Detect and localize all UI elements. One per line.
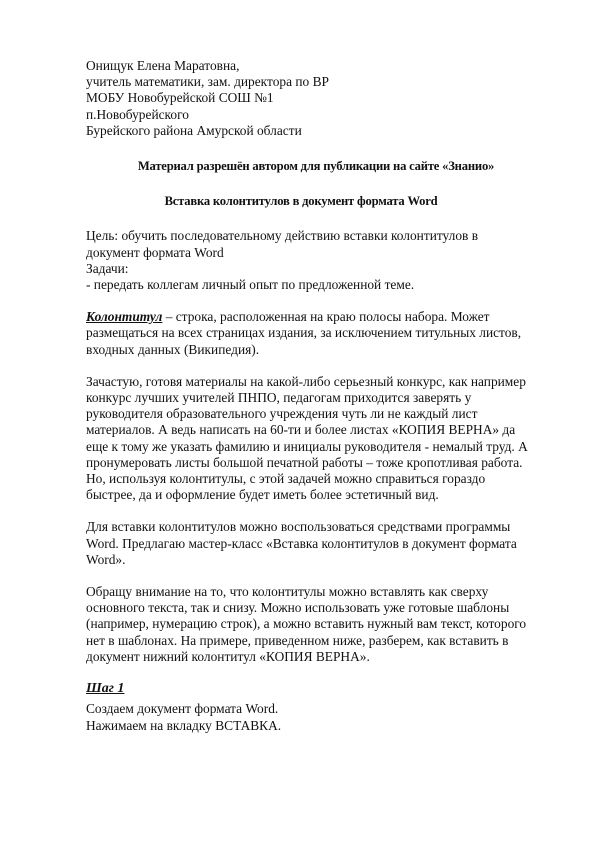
definition-first-line [86, 309, 556, 325]
paragraph-line: Для вставки колонтитулов можно воспользоваться средствами программы [86, 519, 511, 535]
paragraph-line: документ нижний колонтитул «КОПИЯ ВЕРНА». [86, 648, 370, 664]
paragraph-line: Обращу внимание на то, что колонтитулы можно вставлять как сверху [86, 584, 489, 600]
publication-permission: Материал разрешён автором для публикации на сайте «Знанио» [137, 159, 495, 174]
paragraph-line: Word». [86, 551, 126, 567]
author-name: Онищук Елена Маратовна, [86, 58, 240, 73]
definition-line: размещаться на всех страницах издания, за исключением титульных листов, [86, 325, 522, 341]
tasks-heading: Задачи: [86, 260, 129, 276]
paragraph-masterclass [86, 519, 556, 568]
document-page [86, 58, 556, 734]
author-block [86, 58, 556, 139]
author-school: МОБУ Новобурейской СОШ №1 [86, 90, 274, 106]
goal-block [86, 228, 556, 293]
author-position: учитель математики, зам. директора по ВР [86, 74, 329, 90]
definition-line: входных данных (Википедия). [86, 341, 260, 357]
paragraph-line: руководителя образовательного учреждения чуть ли не каждый лист [86, 406, 478, 422]
author-village: п.Новобурейского [86, 106, 189, 122]
paragraph-motivation [86, 374, 556, 504]
author-region: Бурейского района Амурской области [86, 122, 302, 138]
definition-paragraph [86, 309, 556, 358]
goal-line: документ формата Word [86, 244, 224, 260]
step-1-heading: Шаг 1 [86, 681, 125, 697]
definition-text: – строка, расположенная на краю полосы набора. Может [162, 309, 490, 325]
step-1-body [86, 701, 556, 733]
paragraph-line: быстрее, да и оформление будет иметь более эстетичный вид. [86, 487, 439, 503]
paragraph-attention [86, 584, 556, 665]
paragraph-line: основного текста, так и снизу. Можно использовать уже готовые шаблоны [86, 600, 510, 616]
paragraph-line: (например, нумерацию строк), а можно вставить нужный вам текст, которого [86, 616, 527, 632]
definition-term: Колонтитул [86, 309, 163, 325]
task-item: - передать коллегам личный опыт по предложенной теме. [86, 277, 415, 293]
paragraph-line: конкурс лучших учителей ПНПО, педагогам приходится заверять у [86, 390, 472, 406]
paragraph-line: нет в шаблонах. На примере, приведенном ниже, разберем, как вставить в [86, 632, 509, 648]
paragraph-line: Зачастую, готовя материалы на какой-либо серьезный конкурс, как например [86, 373, 526, 389]
paragraph-line: еще к тому же указать фамилию и инициалы руководителя - немалый труд. А [86, 438, 528, 454]
paragraph-line: Word. Предлагаю мастер-класс «Вставка колонтитулов в документ формата [86, 535, 517, 551]
goal-line: Цель: обучить последовательному действию вставки колонтитулов в [86, 228, 479, 244]
step-line: Создаем документ формата Word. [86, 701, 279, 717]
paragraph-line: Но, используя колонтитулы, с этой задачей можно справиться гораздо [86, 471, 486, 487]
page-title: Вставка колонтитулов в документ формата Word [164, 194, 438, 209]
step-line: Нажимаем на вкладку ВСТАВКА. [86, 717, 282, 733]
paragraph-line: материалов. А ведь написать на 60-ти и более листах «КОПИЯ ВЕРНА» да [86, 422, 516, 438]
paragraph-line: пронумеровать листы большой печатной работы – тоже кропотливая работа. [86, 454, 523, 470]
